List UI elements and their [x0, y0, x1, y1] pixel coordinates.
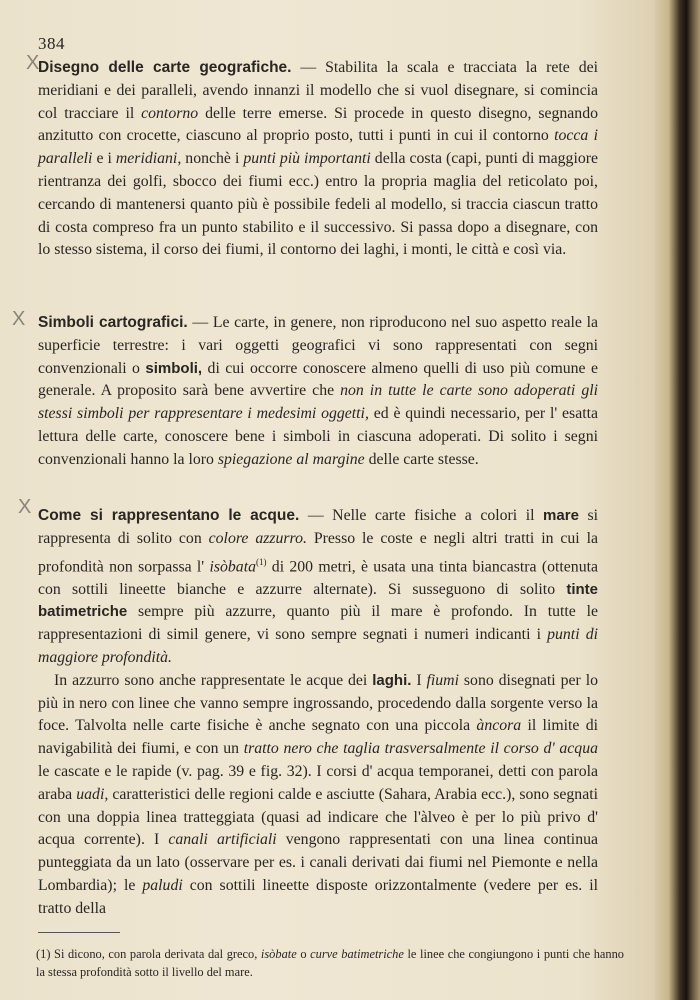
section-disegno	[38, 57, 598, 262]
section-heading: Simboli cartografici.	[38, 314, 188, 331]
paragraph: Come si rappresentano le acque. — Nelle carte fisiche a colori il mare si rappresenta di solito con colore azzurro. Presso le coste e negli altri tratti in cui la profondità non sorpassa l' isòbata$^{(1)}$ di 200 metri, è usata una tinta biancastra (ottenuta con sottili lineette bianche e azzurre alternate). Si susseguono di solito tinte batimetriche sempre più azzurre, quanto più il mare è profondo. In tutte le rappresentazioni di simil genere, vi sono sempre segnati i numeri indicanti i punti di maggiore profondità.	[38, 507, 598, 667]
paragraph: In azzurro sono anche rappresentate le acque dei laghi. I fiumi sono disegnati per lo più in nero con linee che vanno sempre ingrossando, procedendo dalla sorgente verso la foce. Talvolta nelle carte fisiche è anche segnato con una piccola àncora il limite di navigabilità dei fiumi, e con un tratto nero che taglia trasversalmente il corso d' acqua le cascate e le rapide (v. pag. 39 e fig. 32). I corsi d' acqua temporanei, detti con parola araba uadi, caratteristici delle regioni calde e asciutte (Sahara, Arabia ecc.), sono segnati con una doppia linea tratteggiata (quasi ad indicare che l'àlveo è per lo più privo d' acqua corrente). I canali artificiali vengono rappresentati con una linea continua punteggiata da un lato (osservare per es. i canali derivati dai fiumi nel Piemonte e nella Lombardia); le paludi con sottili lineette disposte orizzontalmente (vedere per es. il tratto della	[38, 671, 599, 917]
book-binding-edge	[655, 0, 700, 1000]
margin-mark: X	[18, 496, 32, 518]
section-simboli	[38, 312, 598, 472]
footnote-ref: (1)	[256, 556, 267, 567]
section-heading: Disegno delle carte geografiche.	[38, 59, 292, 76]
margin-mark: X	[26, 52, 40, 74]
section-acque	[38, 505, 598, 921]
paragraph: Simboli cartografici. — Le carte, in genere, non riproducono nel suo aspetto reale la superficie terrestre: i vari oggetti geografici vi sono rappresentati con segni convenzionali o simboli, di cui occorre conoscere almeno quelli di uso più comune e generale. A proposito sarà bene avvertire che non in tutte le carte sono adoperati gli stessi simboli per rappresentare i medesimi oggetti, ed è quindi necessario, per l' esatta lettura delle carte, conoscere bene i simboli in ciascuna adoperati. Di solito i segni convenzionali hanno la loro spiegazione al margine delle carte stesse.	[38, 314, 599, 468]
footnote-rule	[38, 932, 120, 933]
page-number: 384	[38, 34, 65, 53]
section-heading: Come si rappresentano le acque.	[38, 507, 300, 524]
paragraph: Disegno delle carte geografiche. — Stabilita la scala e tracciata la rete dei meridiani e dei paralleli, avendo innanzi il modello che si vuol disegnare, si comincia col tracciare il contorno delle terre emerse. Si procede in questo disegno, segnando anzitutto con crocette, ciascuno al proprio posto, tutti i punti in cui il contorno tocca i paralleli e i meridiani, nonchè i punti più importanti della costa (capi, punti di maggiore rientranza dei golfi, sbocco dei fiumi ecc.) entro la propria maglia del reticolato poi, cercando di mantenersi quanto più è possibile fedeli al modello, si traccia ciascun tratto di costa compreso fra un punto stabilito e il successivo. Si passa dopo a disegnare, con lo stesso sistema, il corso dei fiumi, il contorno dei laghi, i monti, le città e così via.	[38, 59, 599, 259]
margin-mark: X	[12, 308, 26, 330]
footnote: (1) Si dicono, con parola derivata dal greco, isòbate o curve batimetriche le linee che congiungono i punti che hanno la stessa profondità sotto il livello del mare.	[36, 947, 624, 979]
